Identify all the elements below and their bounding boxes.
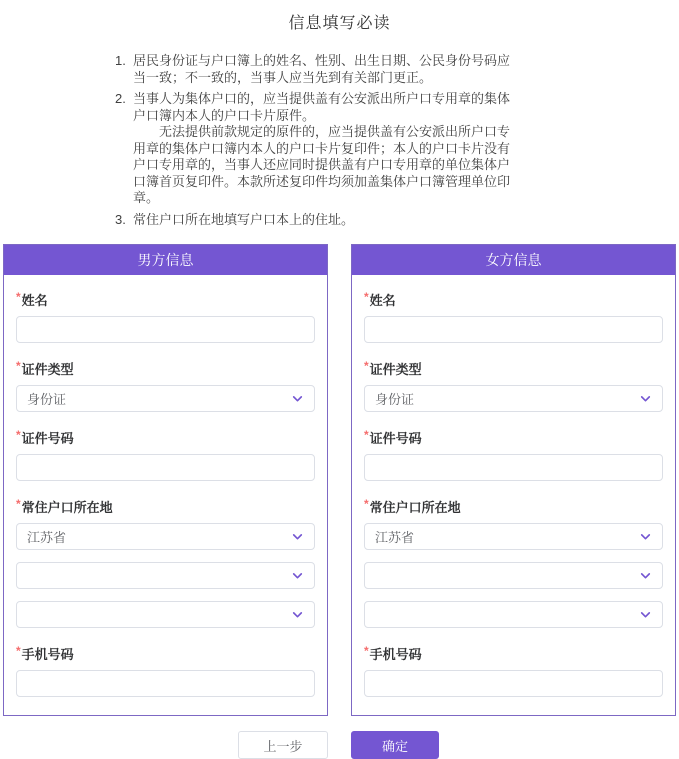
required-mark: *: [364, 290, 369, 304]
female-province-select[interactable]: [364, 523, 663, 550]
name-label: 姓名: [21, 293, 48, 308]
notice-item-number: 1.: [115, 53, 126, 68]
id-type-label: 证件类型: [369, 362, 422, 377]
residence-label: 常住户口所在地: [21, 500, 113, 515]
chevron-down-icon: [639, 392, 652, 405]
field-female-id-number: [364, 428, 663, 481]
selected-value: 身份证: [375, 392, 415, 407]
chevron-down-icon: [291, 569, 304, 582]
notice-item-2: [115, 91, 513, 207]
required-mark: *: [16, 497, 21, 511]
required-mark: *: [16, 644, 21, 658]
panel-male-info: [3, 244, 328, 716]
required-mark: *: [364, 497, 369, 511]
field-female-id-type: [364, 359, 663, 412]
previous-step-button[interactable]: 上一步: [238, 731, 328, 759]
required-mark: *: [364, 428, 369, 442]
confirm-button[interactable]: 确定: [351, 731, 439, 759]
notice-list: [115, 53, 513, 228]
male-id-type-select[interactable]: [16, 385, 315, 412]
selected-value: 江苏省: [375, 530, 415, 545]
female-district-select[interactable]: [364, 601, 663, 628]
selected-value: 身份证: [27, 392, 67, 407]
female-id-number-input[interactable]: [364, 454, 663, 481]
required-mark: *: [364, 644, 369, 658]
notice-item-text: 居民身份证与户口簿上的姓名、性别、出生日期、公民身份号码应当一致；不一致的，当事人应当先到有关部门更正。: [133, 53, 511, 85]
notice-item-text: 常住户口所在地填写户口本上的住址。: [133, 211, 355, 227]
chevron-down-icon: [639, 569, 652, 582]
party-info-panels: [0, 244, 679, 716]
notice-item-text-indented: 无法提供前款规定的原件的，应当提供盖有公安派出所户口专用章的集体户口簿内本人的户口卡片复印件；本人的户口卡片没有户口专用章的，当事人还应同时提供盖有户口专用章的单位集体户口簿首页复印件。本款所述复印件均须加盖集体户口簿管理单位印章。: [133, 124, 511, 205]
male-id-number-input[interactable]: [16, 454, 315, 481]
panel-female-info: [351, 244, 676, 716]
required-mark: *: [16, 359, 21, 373]
male-name-input[interactable]: [16, 316, 315, 343]
notice-item-1: [115, 53, 513, 86]
chevron-down-icon: [291, 392, 304, 405]
female-phone-input[interactable]: [364, 670, 663, 697]
required-mark: *: [16, 428, 21, 442]
field-female-name: [364, 290, 663, 343]
male-phone-input[interactable]: [16, 670, 315, 697]
male-city-select[interactable]: [16, 562, 315, 589]
page-title: 信息填写必读: [288, 15, 391, 32]
notice-item-number: 2.: [115, 91, 126, 106]
residence-label: 常住户口所在地: [369, 500, 461, 515]
required-mark: *: [364, 359, 369, 373]
chevron-down-icon: [291, 530, 304, 543]
chevron-down-icon: [639, 608, 652, 621]
male-province-select[interactable]: [16, 523, 315, 550]
id-number-label: 证件号码: [369, 431, 422, 446]
notice-item-number: 3.: [115, 211, 126, 227]
chevron-down-icon: [639, 530, 652, 543]
chevron-down-icon: [291, 608, 304, 621]
phone-label: 手机号码: [369, 647, 422, 662]
field-male-id-type: [16, 359, 315, 412]
female-name-input[interactable]: [364, 316, 663, 343]
field-female-phone: [364, 644, 663, 697]
field-male-id-number: [16, 428, 315, 481]
required-mark: *: [16, 290, 21, 304]
field-female-residence: [364, 497, 663, 628]
id-number-label: 证件号码: [21, 431, 74, 446]
notice-item-3: [115, 212, 513, 229]
name-label: 姓名: [369, 293, 396, 308]
male-district-select[interactable]: [16, 601, 315, 628]
selected-value: 江苏省: [27, 530, 67, 545]
footer-actions: [0, 731, 679, 759]
id-type-label: 证件类型: [21, 362, 74, 377]
female-id-type-select[interactable]: [364, 385, 663, 412]
field-male-phone: [16, 644, 315, 697]
panel-female-title: 女方信息: [352, 245, 675, 275]
field-male-name: [16, 290, 315, 343]
panel-male-title: 男方信息: [4, 245, 327, 275]
field-male-residence: [16, 497, 315, 628]
female-city-select[interactable]: [364, 562, 663, 589]
notice-item-text: 当事人为集体户口的，应当提供盖有公安派出所户口专用章的集体户口簿内本人的户口卡片原件。: [133, 91, 511, 123]
phone-label: 手机号码: [21, 647, 74, 662]
